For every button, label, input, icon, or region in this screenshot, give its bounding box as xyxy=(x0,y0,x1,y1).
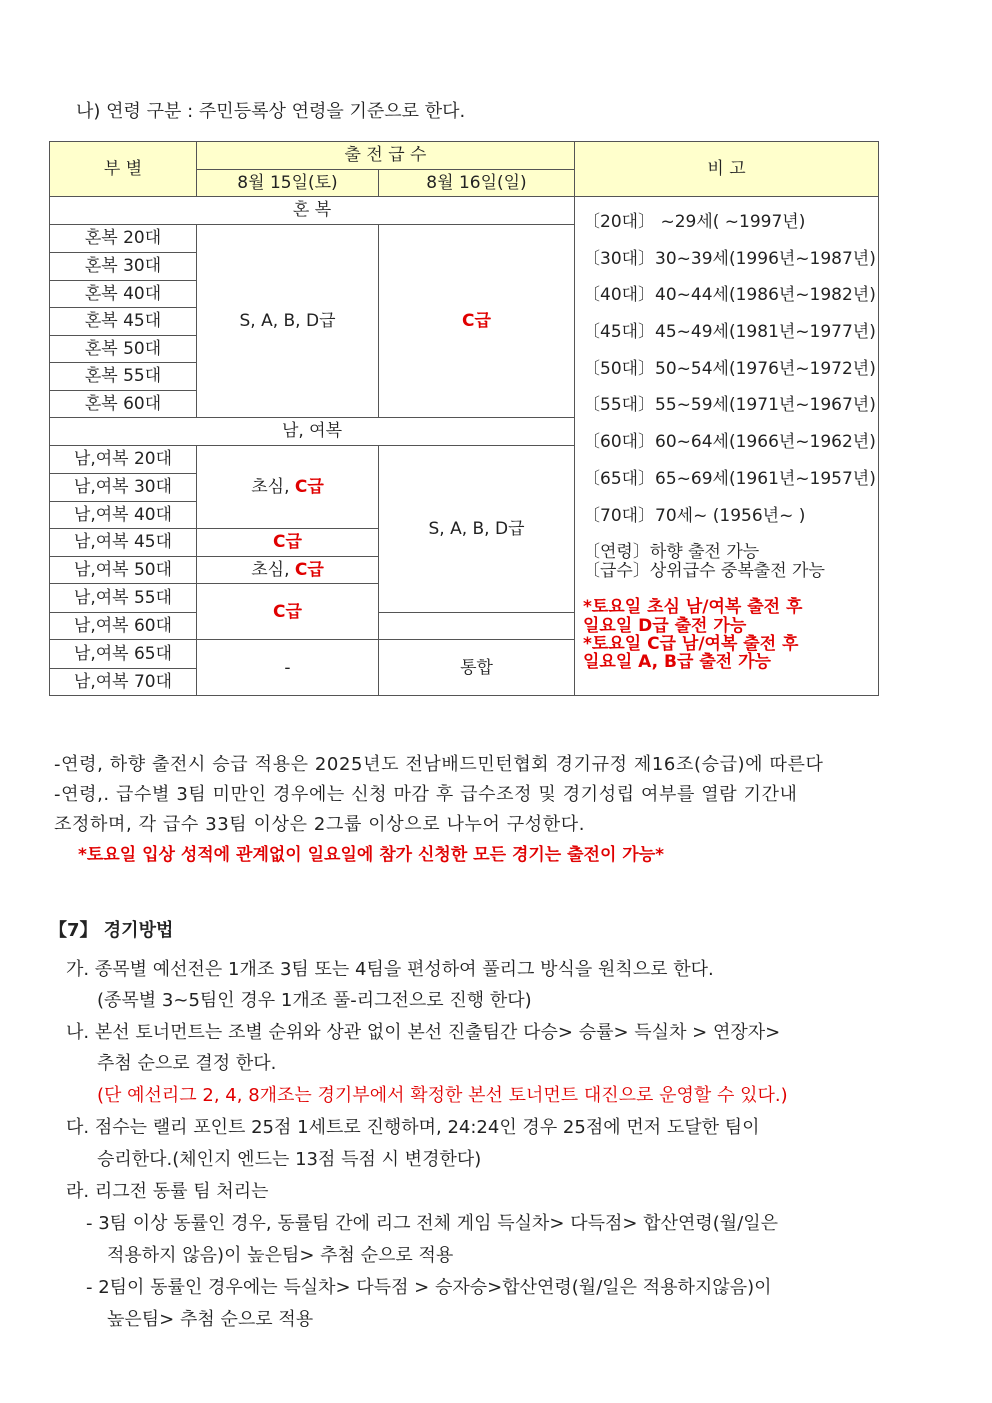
red-note-line: *토요일 C급 남/여복 출전 후 xyxy=(583,634,799,654)
method-line-red: (단 예선리그 2, 4, 8개조는 경기부에서 확정한 본선 토너먼트 대진으로 운영할 수 있다.) xyxy=(97,1085,788,1106)
mixed-section-label: 혼 복 xyxy=(50,197,575,225)
red-note-line: 일요일 A, B급 출전 가능 xyxy=(583,652,771,672)
mw-section-label: 남, 여복 xyxy=(50,418,575,446)
mixed-row-label: 혼복 50대 xyxy=(50,335,197,363)
mixed-saturday-grade: S, A, B, D급 xyxy=(197,224,379,418)
mixed-row-label: 혼복 30대 xyxy=(50,253,197,281)
method-line: 다. 점수는 랠리 포인트 25점 1세트로 진행하며, 24:24인 경우 25점에 먼저 도달한 팀이 xyxy=(66,1117,760,1138)
mw-saturday-grade-c: C급 xyxy=(197,529,379,557)
mw-row-label: 남,여복 30대 xyxy=(50,474,197,502)
age-category-heading: 나) 연령 구분 : 주민등록상 연령을 기준으로 한다. xyxy=(76,101,466,122)
mw-sunday-grade-combined: 통합 xyxy=(379,640,575,696)
mw-saturday-grade-beginner-2 xyxy=(197,556,379,584)
grade-table xyxy=(49,141,879,696)
mw-row-label: 남,여복 55대 xyxy=(50,584,197,613)
note-line: 〔연령〕하향 출전 가능 xyxy=(583,542,760,562)
note-line: 〔55대〕55~59세(1971년~1967년) xyxy=(583,395,876,415)
grade-prefix: 초심, xyxy=(251,476,290,497)
method-line: 높은팀> 추첨 순으로 적용 xyxy=(107,1309,314,1330)
method-line: 추첨 순으로 결정 한다. xyxy=(97,1053,277,1074)
header-note: 비 고 xyxy=(575,142,879,197)
mw-row-label: 남,여복 70대 xyxy=(50,668,197,696)
mixed-row-label: 혼복 40대 xyxy=(50,280,197,308)
note-line: 〔30대〕30~39세(1996년~1987년) xyxy=(583,249,876,269)
method-line: 라. 리그전 동률 팀 처리는 xyxy=(66,1181,269,1202)
mixed-row-label: 혼복 45대 xyxy=(50,308,197,336)
red-note-line: *토요일 초심 남/여복 출전 후 xyxy=(583,597,803,617)
mw-row-label: 남,여복 50대 xyxy=(50,556,197,584)
notes-cell xyxy=(575,197,879,696)
remark-line: 조정하며, 각 급수 33팀 이상은 2그룹 이상으로 나누어 구성한다. xyxy=(54,814,586,835)
mw-row-label: 남,여복 65대 xyxy=(50,640,197,669)
mixed-sunday-grade: C급 xyxy=(379,224,575,418)
section-7-title: 【7】 경기방법 xyxy=(49,920,174,941)
mw-sunday-grade: S, A, B, D급 xyxy=(379,445,575,612)
note-line: 〔60대〕60~64세(1966년~1962년) xyxy=(583,432,876,452)
method-line: 가. 종목별 예선전은 1개조 3팀 또는 4팀을 편성하여 풀리그 방식을 원칙으로 한다. xyxy=(66,959,714,980)
grade-red: C급 xyxy=(294,476,324,497)
remark-line: -연령,. 급수별 3팀 미만인 경우에는 신청 마감 후 급수조정 및 경기성립 여부를 열람 기간내 xyxy=(54,784,798,805)
mw-row-label: 남,여복 40대 xyxy=(50,501,197,529)
red-note-line: 일요일 D급 출전 가능 xyxy=(583,616,747,636)
remark-line: -연령, 하향 출전시 승급 적용은 2025년도 전남배드민턴협회 경기규정 제16조(승급)에 따른다 xyxy=(54,754,824,775)
note-line: 〔65대〕65~69세(1961년~1957년) xyxy=(583,469,876,489)
note-line: 〔50대〕50~54세(1976년~1972년) xyxy=(583,359,876,379)
header-sunday: 8월 16일(일) xyxy=(379,169,575,197)
mw-saturday-grade-beginner xyxy=(197,445,379,529)
header-grade: 출 전 급 수 xyxy=(197,142,575,170)
mw-row-label: 남,여복 60대 xyxy=(50,612,197,640)
mw-row-label: 남,여복 20대 xyxy=(50,445,197,474)
mw-row-label: 남,여복 45대 xyxy=(50,529,197,557)
mw-saturday-grade-none: - xyxy=(197,640,379,696)
note-line: 〔40대〕40~44세(1986년~1982년) xyxy=(583,285,876,305)
mixed-row-label: 혼복 55대 xyxy=(50,363,197,391)
method-line: 적용하지 않음)이 높은팀> 추첨 순으로 적용 xyxy=(107,1245,454,1266)
note-line: 〔70대〕70세~ (1956년~ ) xyxy=(583,506,806,526)
method-line: - 2팀이 동률인 경우에는 득실차> 다득점 > 승자승>합산연령(월/일은 적용하지않음)이 xyxy=(86,1277,772,1298)
grade-prefix: 초심, xyxy=(251,559,290,580)
mw-saturday-grade-c-2: C급 xyxy=(197,584,379,640)
method-line: 승리한다.(체인지 엔드는 13점 득점 시 변경한다) xyxy=(97,1149,482,1170)
note-line: 〔20대〕 ~29세( ~1997년) xyxy=(583,212,806,232)
remark-red-note: *토요일 입상 성적에 관계없이 일요일에 참가 신청한 모든 경기는 출전이 가능* xyxy=(78,845,665,865)
method-line: (종목별 3~5팀인 경우 1개조 풀-리그전으로 진행 한다) xyxy=(97,990,532,1011)
note-line: 〔급수〕상위급수 중복출전 가능 xyxy=(583,561,825,581)
mixed-row-label: 혼복 20대 xyxy=(50,224,197,253)
note-line: 〔45대〕45~49세(1981년~1977년) xyxy=(583,322,876,342)
mixed-row-label: 혼복 60대 xyxy=(50,390,197,418)
header-saturday: 8월 15일(토) xyxy=(197,169,379,197)
method-line: 나. 본선 토너먼트는 조별 순위와 상관 없이 본선 진출팀간 다승> 승률> 득실차 > 연장자> xyxy=(66,1022,781,1043)
header-division: 부 별 xyxy=(50,142,197,197)
method-line: - 3팀 이상 동률인 경우, 동률팀 간에 리그 전체 게임 득실차> 다득점> 합산연령(월/일은 xyxy=(86,1213,778,1234)
grade-red: C급 xyxy=(294,559,324,580)
